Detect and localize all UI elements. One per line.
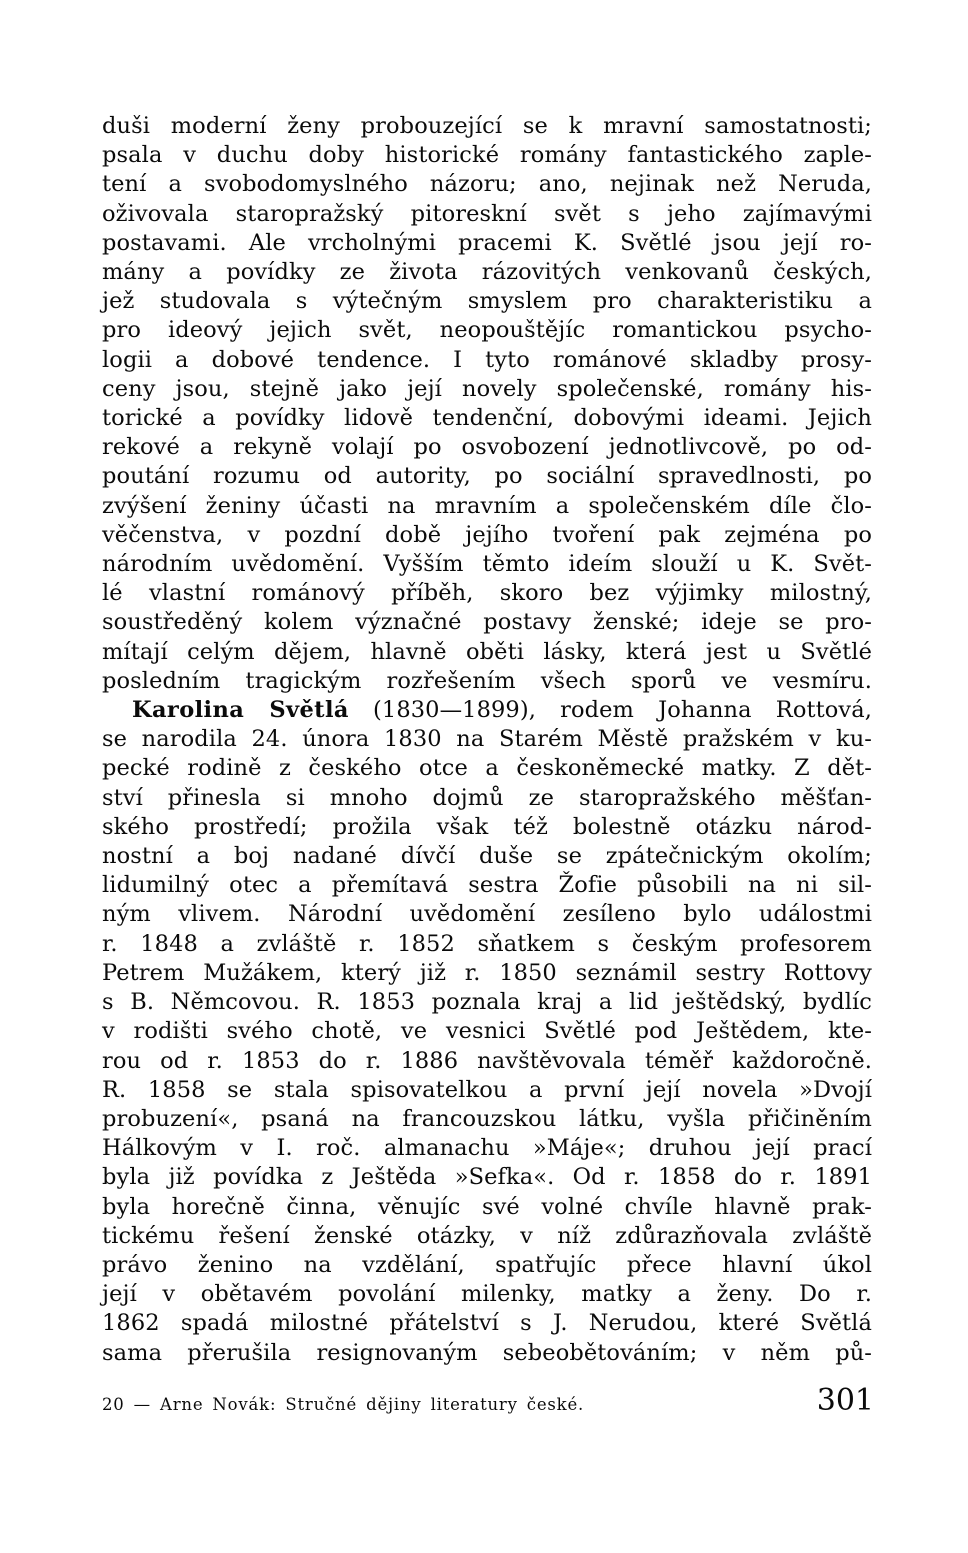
text-line: v rodišti svého chotě, ve vesnici Světlé pod Ještědem, kte- bbox=[102, 1018, 872, 1045]
text-line: zvýšení ženiny účasti na mravním a společenském díle člo- bbox=[102, 492, 872, 519]
text-line: tení a svobodomyslného názoru; ano, nejinak než Neruda, bbox=[102, 171, 872, 198]
text-line: rou od r. 1853 do r. 1886 navštěvovala téměř každoročně. bbox=[102, 1047, 872, 1074]
text-line: tickému řešení ženské otázky, v níž zdůrazňovala zvláště bbox=[102, 1222, 872, 1249]
text-block bbox=[102, 112, 872, 1368]
text-line: pro ideový jejich svět, neopouštějíc romantickou psycho- bbox=[102, 317, 872, 344]
text-line: R. 1858 se stala spisovatelkou a první její novela »Dvojí bbox=[102, 1076, 872, 1103]
text-line: mány a povídky ze života rázovitých venkovanů českých, bbox=[102, 259, 872, 286]
text-line: věčenstva, v pozdní době jejího tvoření pak zejména po bbox=[102, 521, 872, 548]
text-line: logii a dobové tendence. I tyto románové skladby prosy- bbox=[102, 346, 872, 373]
text-line: mítají celým dějem, hlavně oběti lásky, která jest u Světlé bbox=[102, 638, 872, 665]
paragraph-2 bbox=[102, 696, 872, 1368]
text-line: posledním tragickým rozřešením všech sporů ve vesmíru. bbox=[102, 667, 872, 694]
text-line: postavami. Ale vrcholnými pracemi K. Světlé jsou její ro- bbox=[102, 229, 872, 256]
text-line: byla horečně činna, věnujíc své volné chvíle hlavně prak- bbox=[102, 1193, 872, 1220]
text-line: psala v duchu doby historické romány fantastického zaple- bbox=[102, 142, 872, 169]
text-line: ným vlivem. Národní uvědomění zesíleno bylo událostmi bbox=[102, 901, 872, 928]
text-line: s B. Němcovou. R. 1853 poznala kraj a lid ještědský, bydlíc bbox=[102, 989, 872, 1016]
entry-headword-bold: Karolina Světlá bbox=[132, 697, 349, 724]
text-line: se narodila 24. února 1830 na Starém Městě pražském v ku- bbox=[102, 726, 872, 753]
text-line: soustředěný kolem význačné postavy ženské; ideje se pro- bbox=[102, 609, 872, 636]
text-line: r. 1848 a zvláště r. 1852 sňatkem s českým profesorem bbox=[102, 930, 872, 957]
text-line: Karolina Světlá (1830—1899), rodem Johanna Rottová, bbox=[132, 697, 872, 724]
text-line: lidumilný otec a přemítavá sestra Žofie působili na ni sil- bbox=[102, 872, 872, 899]
paragraph-1 bbox=[102, 112, 872, 696]
text-line: ského prostředí; prožila však též bolestně otázku národ- bbox=[102, 813, 872, 840]
text-line: torické a povídky lidově tendenční, dobovými ideami. Jejich bbox=[102, 405, 872, 432]
text-line: rekové a rekyně volají po osvobození jednotlivcově, po od- bbox=[102, 434, 872, 461]
text-line: Petrem Mužákem, který již r. 1850 seznámil sestry Rottovy bbox=[102, 959, 872, 986]
text-line: sama přerušila resignovaným sebeobětováním; v něm pů- bbox=[102, 1339, 872, 1366]
running-footer-note: 20 — Arne Novák: Stručné dějiny literatury české. bbox=[102, 1395, 585, 1414]
text-line: ství přinesla si mnoho dojmů ze staropražského měšťan- bbox=[102, 784, 872, 811]
text-line: nostní a boj nadané dívčí duše se zpátečnickým okolím; bbox=[102, 843, 872, 870]
text-line: byla již povídka z Ještěda »Sefka«. Od r. 1858 do r. 1891 bbox=[102, 1164, 872, 1191]
text-line: poutání rozumu od autority, po sociální spravedlnosti, po bbox=[102, 463, 872, 490]
text-line: lé vlastní románový příběh, skoro bez výjimky milostný, bbox=[102, 580, 872, 607]
page-footer bbox=[102, 1383, 874, 1418]
text-line: národním uvědomění. Vyšším těmto ideím slouží u K. Svět- bbox=[102, 551, 872, 578]
text-line: právo ženino na vzdělání, spatřujíc přece hlavní úkol bbox=[102, 1251, 872, 1278]
text-line: ceny jsou, stejně jako její novely společenské, romány his- bbox=[102, 375, 872, 402]
text-line: 1862 spadá milostné přátelství s J. Nerudou, které Světlá bbox=[102, 1310, 872, 1337]
text-line: její v obětavém povolání milenky, matky a ženy. Do r. bbox=[102, 1281, 872, 1308]
text-line: probuzení«, psaná na francouzskou látku, vyšla přičiněním bbox=[102, 1105, 872, 1132]
text-line: duši moderní ženy probouzející se k mravní samostatnosti; bbox=[102, 113, 872, 139]
text-line: jež studovala s výtečným smyslem pro charakteristiku a bbox=[102, 288, 872, 315]
text-line: Hálkovým v I. roč. almanachu »Máje«; druhou její prací bbox=[102, 1135, 872, 1162]
page-number: 301 bbox=[816, 1383, 874, 1418]
text-line: pecké rodině z českého otce a českoněmecké matky. Z dět- bbox=[102, 755, 872, 782]
text-line: oživovala staropražský pitoreskní svět s jeho zajímavými bbox=[102, 200, 872, 227]
